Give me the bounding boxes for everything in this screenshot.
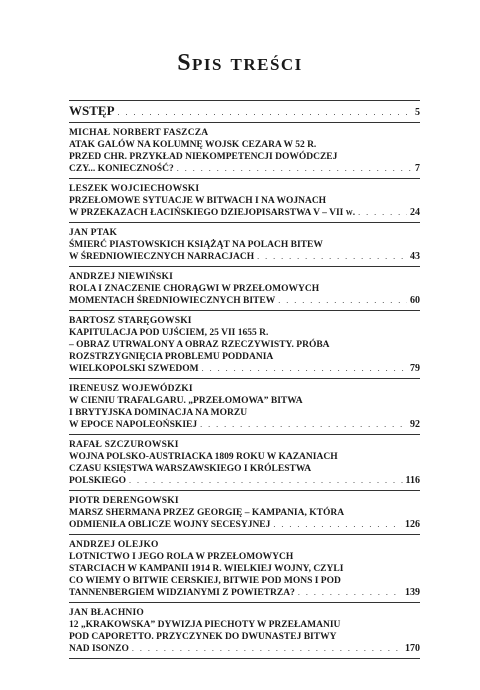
table-of-contents — [69, 100, 420, 659]
entry-title-line: STARCIACH W KAMPANII 1914 R. WIELKIEJ WOJNY, CZYLI — [69, 564, 344, 574]
toc-entry[interactable] — [69, 223, 420, 266]
entry-title-line — [69, 475, 420, 487]
toc-entry[interactable] — [69, 311, 420, 378]
toc-entry[interactable] — [69, 379, 420, 434]
toc-entry[interactable] — [69, 267, 420, 310]
entry-author: MICHAŁ NORBERT FASZCZA — [69, 128, 209, 138]
entry-title-line: KAPITULACJA POD UJŚCIEM, 25 VII 1655 R. — [69, 328, 269, 338]
entry-author: JAN BŁACHNIO — [69, 608, 144, 618]
entry-page-number: 5 — [415, 107, 420, 118]
entry-title-line — [69, 163, 420, 175]
entry-title-line — [69, 105, 420, 119]
entry-page-number: 139 — [405, 587, 420, 598]
entry-page-number: 24 — [410, 207, 420, 218]
dot-leader — [278, 295, 407, 307]
entry-page-number: 126 — [405, 519, 420, 530]
entry-title-line: ROLA I ZNACZENIE CHORĄGWI W PRZEŁOMOWYCH — [69, 284, 320, 294]
entry-title-line — [69, 363, 420, 375]
entry-page-number: 43 — [410, 251, 420, 262]
entry-page-number: 79 — [410, 363, 420, 374]
toc-entry[interactable] — [69, 101, 420, 122]
entry-author: ANDRZEJ OLEJKO — [69, 540, 159, 550]
page-title: Spis treści — [177, 50, 303, 76]
entry-title-line: 12 „KRAKOWSKA” DYWIZJA PIECHOTY W PRZEŁAMANIU — [69, 620, 341, 630]
dot-leader — [177, 163, 412, 175]
entry-title-line: CO WIEMY O BITWIE CERSKIEJ, BITWIE POD MONS I POD — [69, 576, 341, 586]
entry-title-line — [69, 251, 420, 263]
entry-page-number: 116 — [405, 475, 420, 486]
entry-title-line — [69, 207, 420, 219]
entry-page-number: 92 — [410, 419, 420, 430]
toc-entry[interactable] — [69, 123, 420, 178]
entry-title-line — [69, 519, 420, 531]
entry-title-text: WIELKOPOLSKI SZWEDOM — [69, 364, 199, 374]
entry-title-line — [69, 587, 420, 599]
entry-title-line: PRZEŁOMOWE SYTUACJE W BITWACH I NA WOJNACH — [69, 196, 327, 206]
entry-title-line: MARSZ SHERMANA PRZEZ GEORGIĘ – KAMPANIA, KTÓRA — [69, 508, 345, 518]
entry-title-text: W PRZEKAZACH ŁACIŃSKIEGO DZIEJOPISARSTWA V – VII w. — [69, 208, 356, 218]
entry-title-line — [69, 295, 420, 307]
toc-entry[interactable] — [69, 435, 420, 490]
toc-entry[interactable] — [69, 535, 420, 602]
entry-title-line: ATAK GALÓW NA KOLUMNĘ WOJSK CEZARA W 52 R. — [69, 140, 317, 150]
toc-entry[interactable] — [69, 603, 420, 658]
entry-title-line: ŚMIERĆ PIASTOWSKICH KSIĄŻĄT NA POLACH BITEW — [69, 240, 323, 250]
entry-title-text: W ŚREDNIOWIECZNYCH NARRACJACH — [69, 252, 255, 262]
entry-author: ANDRZEJ NIEWIŃSKI — [69, 272, 173, 282]
entry-title-text: CZY... KONIECZNOŚĆ? — [69, 164, 174, 174]
entry-title-text: WSTĘP — [69, 103, 115, 118]
entry-author: RAFAŁ SZCZUROWSKI — [69, 440, 179, 450]
entry-title-text: POLSKIEGO — [69, 476, 127, 486]
entry-author: JAN PTAK — [69, 228, 118, 238]
entry-title-text: NAD ISONZO — [69, 644, 129, 654]
entry-title-line: WOJNA POLSKO-AUSTRIACKA 1809 ROKU W KAZANIACH — [69, 452, 338, 462]
entry-page-number: 60 — [410, 295, 420, 306]
entry-page-number: 170 — [405, 643, 420, 654]
entry-title-text: W EPOCE NAPOLEOŃSKIEJ — [69, 420, 198, 430]
entry-author: PIOTR DERENGOWSKI — [69, 496, 179, 506]
entry-title-text: ODMIENIŁA OBLICZE WOJNY SECESYJNEJ — [69, 520, 271, 530]
dot-leader — [358, 207, 407, 219]
entry-title-line — [69, 419, 420, 431]
toc-entry[interactable] — [69, 491, 420, 534]
entry-title-line: W CIENIU TRAFALGARU. „PRZEŁOMOWA” BITWA — [69, 396, 303, 406]
entry-title-text: MOMENTACH ŚREDNIOWIECZNYCH BITEW — [69, 296, 276, 306]
entry-title-line: I BRYTYJSKA DOMINACJA NA MORZU — [69, 408, 248, 418]
toc-entry[interactable] — [69, 179, 420, 222]
dot-leader — [202, 363, 407, 375]
entry-page-number: 7 — [415, 163, 420, 174]
entry-divider — [69, 658, 420, 659]
entry-author: LESZEK WOJCIECHOWSKI — [69, 184, 200, 194]
entry-author: IRENEUSZ WOJEWÓDZKI — [69, 384, 193, 394]
entry-title-line — [69, 643, 420, 655]
dot-leader — [200, 419, 407, 431]
entry-title-line: ROZSTRZYGNIĘCIA PROBLEMU PODDANIA — [69, 352, 274, 362]
entry-title-line: – OBRAZ UTRWALONY A OBRAZ RZECZYWISTY. PRÓBA — [69, 340, 330, 350]
dot-leader — [273, 519, 402, 531]
entry-author: BARTOSZ STARĘGOWSKI — [69, 316, 192, 326]
dot-leader — [129, 475, 403, 487]
dot-leader — [298, 587, 402, 599]
entry-title-text: TANNENBERGIEM WIDZIANYMI Z POWIETRZA? — [69, 588, 295, 598]
entry-title-line: LOTNICTWO I JEGO ROLA W PRZEŁOMOWYCH — [69, 552, 294, 562]
entry-title-line: PRZED CHR. PRZYKŁAD NIEKOMPETENCJI DOWÓDCZEJ — [69, 152, 338, 162]
dot-leader — [118, 107, 412, 119]
dot-leader — [257, 251, 407, 263]
entry-title-line: POD CAPORETTO. PRZYCZYNEK DO DWUNASTEJ BITWY — [69, 632, 337, 642]
dot-leader — [132, 643, 402, 655]
entry-title-line: CZASU KSIĘSTWA WARSZAWSKIEGO I KRÓLESTWA — [69, 464, 312, 474]
